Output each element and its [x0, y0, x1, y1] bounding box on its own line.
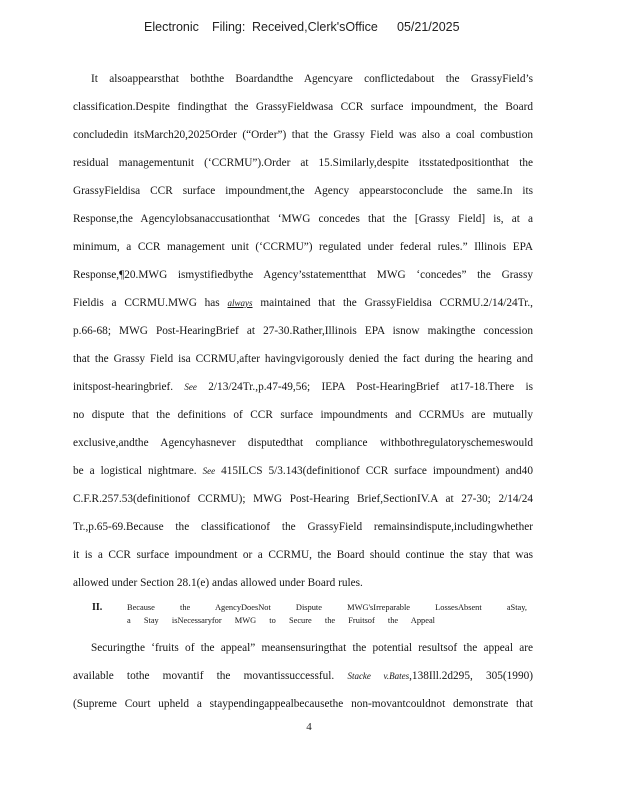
text-segment: 2/13/24Tr.,p.47-49,56; IEPA Post-HearingBrief at17-18.There is — [208, 381, 533, 393]
text-line — [73, 668, 533, 684]
citation-signal-see: See — [184, 382, 197, 392]
text-line: Tr.,p.65-69.Because the classificationof the GrassyField remainsindispute,includingwhether — [73, 521, 533, 533]
text-line: concludedin itsMarch20,2025Order (“Order”) that the Grassy Field was also a coal combustion — [73, 129, 533, 141]
text-segment: Fieldis a CCRMU.MWG has — [73, 297, 220, 309]
text-line: minimum, a CCR management unit (‘CCRMU”) regulated under federal rules.” Illinois EPA — [73, 241, 533, 253]
text-line: Response,¶20.MWG ismystifiedbythe Agency’sstatementthat MWG ‘concedes” the Grassy — [73, 269, 533, 281]
text-line — [73, 295, 533, 311]
text-segment: 415ILCS 5/3.143(definitionof CCR surface impoundment) and40 — [221, 465, 533, 477]
text-line: that the Grassy Field isa CCRMU,after havingvigorously denied the fact during the hearing and — [73, 353, 533, 365]
header-filing: Filing: — [212, 20, 246, 34]
text-line: allowed under Section 28.1(e) andas allowed under Board rules. — [73, 577, 363, 589]
citation-signal-see: See — [202, 466, 216, 476]
text-line: GrassyFieldisa CCR surface impoundment,the Agency appearstoconclude the same.In its — [73, 185, 533, 197]
text-line — [73, 463, 533, 479]
text-segment: maintained that the GrassyFieldisa CCRMU.2/14/24Tr., — [260, 297, 533, 309]
text-line: (Supreme Court upheld a staypendingappealbecausethe non-movantcouldnot demonstrate that — [73, 698, 533, 710]
text-segment: ,138Ill.2d295, 305(1990) — [409, 670, 533, 682]
header-electronic: Electronic — [144, 20, 199, 34]
heading-line: a Stay isNecessaryfor MWG to Secure the Fruitsof the Appeal — [127, 616, 435, 625]
header-date: 05/21/2025 — [397, 20, 460, 34]
text-segment: initspost-hearingbrief. — [73, 381, 174, 393]
text-line: Response,the Agencylobsanaccusationthat ‘MWG concedes that the [Grassy Field] is, at a — [73, 213, 533, 225]
heading-line: Because the AgencyDoesNot Dispute MWG'sIrreparable LossesAbsent aStay, — [127, 603, 527, 612]
filing-header — [0, 20, 618, 38]
text-segment: be a logistical nightmare. — [73, 465, 197, 477]
text-line: p.66-68; MWG Post-HearingBrief at 27-30.Rather,Illinois EPA isnow makingthe concession — [73, 325, 533, 337]
text-segment: available tothe movantif the movantissuccessful. — [73, 670, 335, 682]
text-line: It alsoappearsthat boththe Boardandthe Agencyare conflictedabout the GrassyField’s — [91, 73, 533, 85]
page-number: 4 — [306, 721, 312, 733]
text-line: no dispute that the definitions of CCR surface impoundments and CCRMUs are mutually — [73, 409, 533, 421]
emphasis-always: always — [227, 298, 253, 308]
text-line: classification.Despite findingthat the GrassyFieldwasa CCR surface impoundment, the Board — [73, 101, 533, 113]
text-line — [73, 379, 533, 395]
text-line: exclusive,andthe Agencyhasnever disputedthat compliance withbothregulatoryschemeswould — [73, 437, 533, 449]
text-line: it is a CCR surface impoundment or a CCRMU, the Board should continue the stay that was — [73, 549, 533, 561]
text-line: residual managementunit (‘CCRMU”).Order at 15.Similarly,despite itsstatedpositionthat the — [73, 157, 533, 169]
section-number: II. — [92, 602, 103, 613]
case-name: Stacke v.Bates — [347, 671, 410, 681]
header-received: Received,Clerk'sOffice — [252, 20, 378, 34]
text-line: Securingthe ‘fruits of the appeal” meansensuringthat the potential resultsof the appeal are — [91, 642, 533, 654]
text-line: C.F.R.257.53(definitionof CCRMU); MWG Post-Hearing Brief,SectionIV.A at 27-30; 2/14/24 — [73, 493, 533, 505]
